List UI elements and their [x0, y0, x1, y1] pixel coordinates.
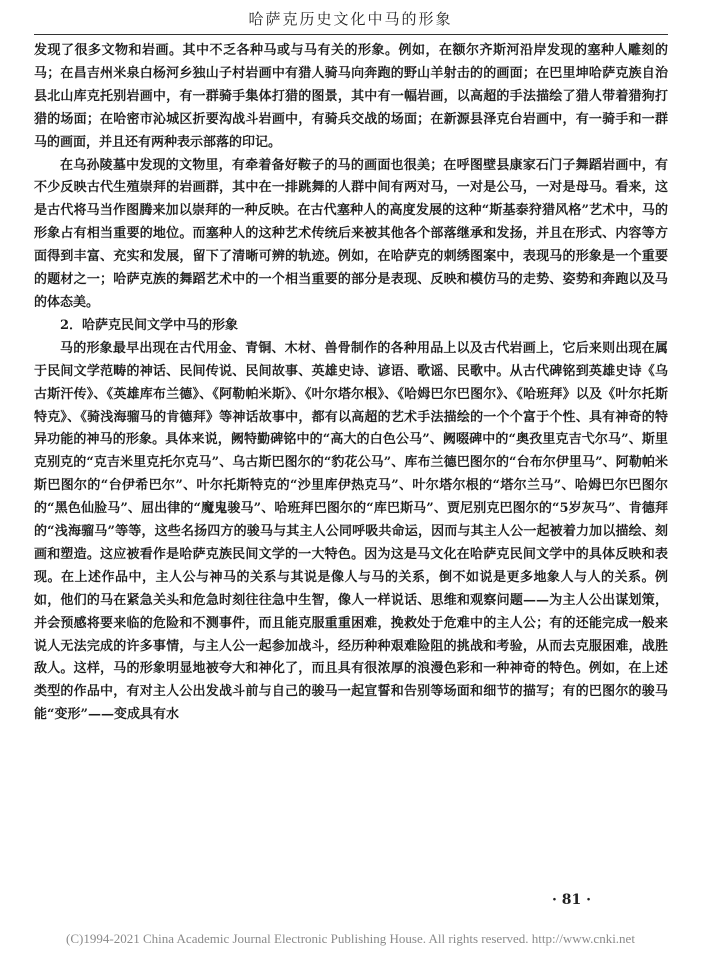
paragraph-folk-literature: 马的形象最早出现在古代用金、青铜、木材、兽骨制作的各种用品上以及古代岩画上，它后来则出现在属于民间文学范畴的神话、民间传说、民间故事、英雄史诗、谚语、歌谣、民歌中。从古代碑铭到英雄史诗《乌古斯汗传》、《英雄库布兰德》、《阿勒帕米斯》、《叶尔塔尔根》、《哈姆巴尔巴图尔》、《哈班拜》以及《叶尔托斯特克》、《骑浅海骝马的肯德拜》等神话故事中，都有以高超的艺术手法描绘的一个个富于个性、具有神奇的特异功能的神马的形象。具体来说，阙特勤碑铭中的“高大的白色公马”、阙啜碑中的“奥孜里克吉弋尔马”、斯里克别克的“克吉米里克托尔克马”、乌古斯巴图尔的“豹花公马”、库布兰德巴图尔的“台布尔伊里马”、阿勒帕米斯巴图尔的“台伊希巴尔”、叶尔托斯特克的“沙里库伊热克马”、叶尔塔尔根的“塔尔兰马”、哈姆巴尔巴图尔的“黑色仙脸马”、屈出律的“魔鬼骏马”、哈班拜巴图尔的“库巴斯马”、贾尼别克巴图尔的“5岁灰马”、肯德拜的“浅海骝马”等等，这些名扬四方的骏马与其主人公同呼吸共命运，因而与其主人公一起被着力加以描绘、刻画和塑造。这应被看作是哈萨克族民间文学的一大特色。因为这是马文化在哈萨克民间文学中的具体反映和表现。在上述作品中，主人公与神马的关系与其说是像人与马的关系，倒不如说是更多地象人与人的关系。例如，他们的马在紧急关头和危急时刻往往急中生智，像人一样说话、思维和观察问题——为主人公出谋划策，并会预感将要来临的危险和不测事件，而且能克服重重困难，挽救处于危难中的主人公；有的还能完成一般来说人无法完成的许多事情，与主人公一起参加战斗，经历种种艰难险阻的挑战和考验，从而去克服困难，战胜敌人。这样，马的形象明显地被夸大和神化了，而且具有很浓厚的浪漫色彩和一种神奇的特色。例如，在上述类型的作品中，有对主人公出发战斗前与自己的骏马一起宣誓和告别等场面和细节的描写；有的巴图尔的骏马能“变形”——变成具有水: [34, 340, 668, 723]
article-body: [34, 40, 668, 727]
copyright-notice: (C)1994-2021 China Academic Journal Electronic Publishing House. All rights reserved. http://www.cnki.net: [66, 931, 635, 946]
paragraph-wusun-tombs: 在乌孙陵墓中发现的文物里，有牵着备好鞍子的马的画面也很美；在呼图壁县康家石门子舞蹈岩画中，有不少反映古代生殖崇拜的岩画群，其中在一排跳舞的人群中间有两对马，一对是公马，一对是母马。看来，这是古代将马当作图腾来加以崇拜的一种反映。在古代塞种人的高度发展的这种“斯基泰狩猎风格”艺术中，马的形象占有相当重要的地位。而塞种人的这种艺术传统后来被其他各个部落继承和发扬，并且在形式、内容等方面得到丰富、充实和发展，留下了清晰可辨的轨迹。例如，在哈萨克的刺绣图案中，表现马的形象是一个重要的题材之一；哈萨克族的舞蹈艺术中的一个相当重要的部分是表现、反映和模仿马的走势、姿势和奔跑以及马的体态美。: [34, 157, 668, 310]
paragraph-continued: 发现了很多文物和岩画。其中不乏各种马或与马有关的形象。例如，在额尔齐斯河沿岸发现的塞种人雕刻的马；在昌吉州米泉白杨河乡独山子村岩画中有猎人骑马向奔跑的野山羊射击的的画面；在巴里坤哈萨克族自治县北山库克托别岩画中，有一群骑手集体打猎的图景，其中有一幅岩画，以高超的手法描绘了猎人带着猎狗打猎的场面；在哈密市沁城区折要沟战斗岩画中，有骑兵交战的场面；在新源县泽克台岩画中，有一骑手和一群马的画面，并且还有两种表示部落的印记。: [34, 43, 668, 150]
header-rule: [34, 34, 668, 35]
section-heading: 2．哈萨克民间文学中马的形象: [60, 317, 239, 333]
running-header-title: 哈萨克历史文化中马的形象: [248, 10, 453, 28]
page-number: · 81 ·: [552, 892, 591, 908]
